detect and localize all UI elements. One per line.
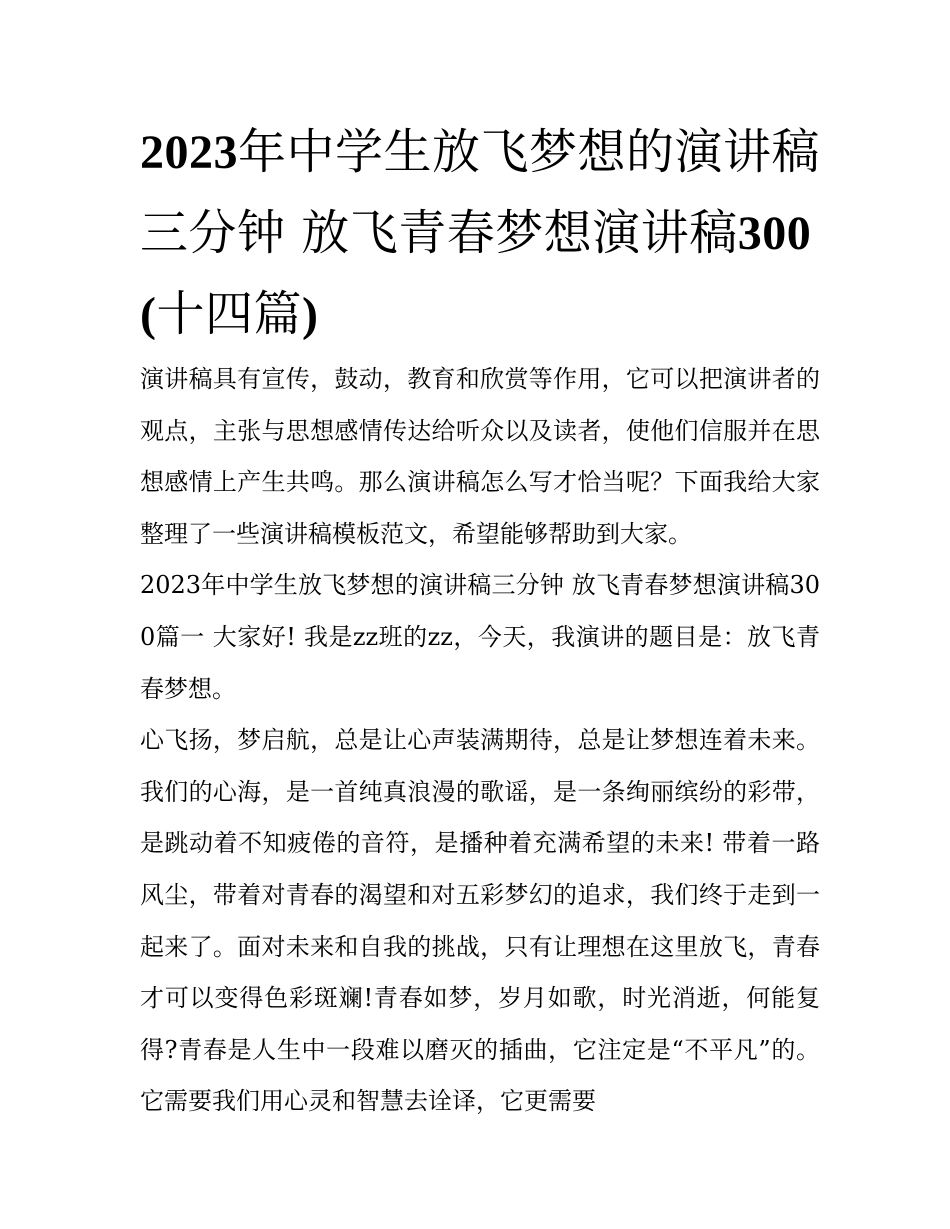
speech-heading-paragraph: 2023年中学生放飞梦想的演讲稿三分钟 放飞青春梦想演讲稿300篇一 大家好! 我是zz班的zz，今天，我演讲的题目是：放飞青春梦想。 [140, 571, 820, 703]
document-title: 2023年中学生放飞梦想的演讲稿三分钟 放飞青春梦想演讲稿300(十四篇) [140, 124, 821, 342]
speech-body-paragraph: 心飞扬，梦启航，总是让心声装满期待，总是让梦想连着未来。我们的心海，是一首纯真浪漫的歌谣，是一条绚丽缤纷的彩带，是跳动着不知疲倦的音符，是播种着充满希望的未来! 带着一路风尘，带着对青春的渴望和对五彩梦幻的追求，我们终于走到一起来了。面对未来和自我的挑战，只有让理想在这里放飞，青春才可以变得色彩斑斓!青春如梦，岁月如歌，时光消逝，何能复得?青春是人生中一段难以磨灭的插曲，它注定是“不平凡”的。它需要我们用心灵和智慧去诠译，它更需要 [140, 726, 820, 1116]
document-body [140, 354, 820, 1128]
intro-paragraph: 演讲稿具有宣传，鼓动，教育和欣赏等作用，它可以把演讲者的观点，主张与思想感情传达给听众以及读者，使他们信服并在思想感情上产生共鸣。那么演讲稿怎么写才恰当呢？下面我给大家整理了一些演讲稿模板范文，希望能够帮助到大家。 [140, 365, 820, 548]
